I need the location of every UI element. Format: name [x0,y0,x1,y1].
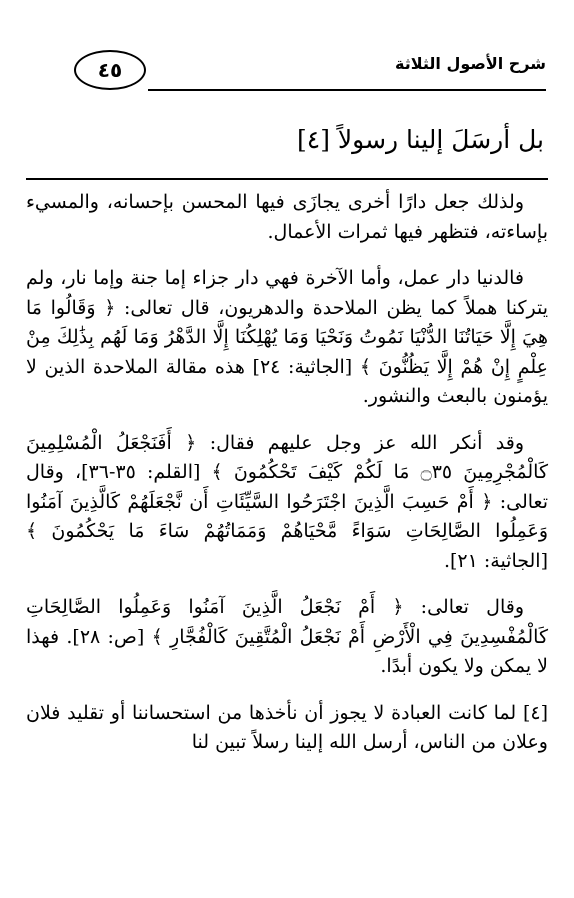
page-number: ٤٥ [74,50,146,90]
matn-text: بل أرسَلَ إلينا رسولاً [٤] [297,125,544,154]
paragraph: وقال تعالى: ﴿ أَمْ نَجْعَلُ الَّذِينَ آمَنُوا وَعَمِلُوا الصَّالِحَاتِ كَالْمُفْسِدِينَ فِي الْأَرْضِ أَمْ نَجْعَلُ الْمُتَّقِينَ كَالْفُجَّارِ ﴾ [ص: ٢٨]. فهذا لا يمكن ولا يكون أبدًا. [26,596,548,677]
commentary-body [26,188,548,775]
paragraph: [٤] لما كانت العبادة لا يجوز أن نأخذها من استحساننا أو تقليد فلان وعلان من الناس، أرسل الله إلينا رسلاً تبين لنا [26,701,548,753]
paragraph: فالدنيا دار عمل، وأما الآخرة فهي دار جزاء إما جنة وإما نار، ولم يتركنا هملاً كما يظن الملاحدة والدهريون، قال تعالى: ﴿ وَقَالُوا مَا هِيَ إِلَّا حَيَاتُنَا الدُّنْيَا نَمُوتُ وَنَحْيَا وَمَا يُهْلِكُنَا إِلَّا الدَّهْرُ وَمَا لَهُم بِذَٰلِكَ مِنْ عِلْمٍ إِنْ هُمْ إِلَّا يَظُنُّونَ ﴾ [الجاثية: ٢٤] هذه مقالة الملاحدة الذين لا يؤمنون بالبعث والنشور. [26,267,548,407]
header-divider [148,89,546,91]
paragraph: وقد أنكر الله عز وجل عليهم فقال: ﴿ أَفَنَجْعَلُ الْمُسْلِمِينَ كَالْمُجْرِمِينَ ۝٣٥ مَا لَكُمْ كَيْفَ تَحْكُمُونَ ﴾ [القلم: ٣٥-٣٦]، وقال تعالى: ﴿ أَمْ حَسِبَ الَّذِينَ اجْتَرَحُوا السَّيِّئَاتِ أَن نَّجْعَلَهُمْ كَالَّذِينَ آمَنُوا وَعَمِلُوا الصَّالِحَاتِ سَوَاءً مَّحْيَاهُمْ وَمَمَاتُهُمْ سَاءَ مَا يَحْكُمُونَ ﴾ [الجاثية: ٢١]. [26,431,548,572]
running-title: شرح الأصول الثلاثة [394,54,546,73]
paragraph: ولذلك جعل دارًا أخرى يجازَى فيها المحسن بإحسانه، والمسيء بإساءته، فتظهر فيها ثمرات الأعمال. [26,191,548,243]
page-header [80,52,546,88]
matn-divider [26,178,548,180]
